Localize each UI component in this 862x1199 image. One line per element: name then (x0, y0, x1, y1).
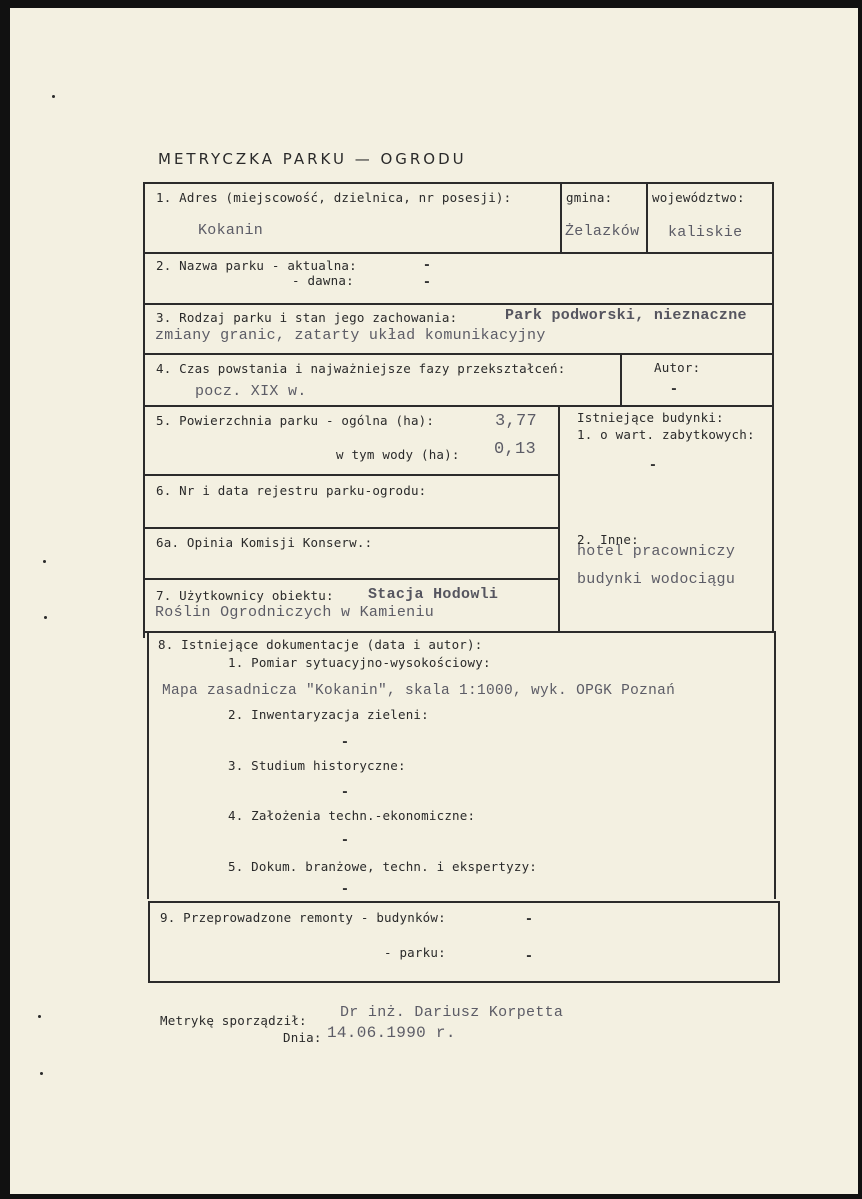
renovations-buildings-value: - (525, 912, 533, 927)
users-value-line2: Roślin Ogrodniczych w Kamieniu (155, 604, 435, 621)
doc-item-value: Mapa zasadnicza "Kokanin", skala 1:1000, wyk. OPGK Poznań (162, 683, 676, 699)
other-buildings-line1: hotel pracowniczy (577, 543, 736, 560)
area-water-label: w tym wody (ha): (336, 447, 460, 462)
doc-item-label: 1. Pomiar sytuacyjno-wysokościowy: (228, 655, 491, 670)
historic-buildings-value: - (649, 458, 657, 473)
scan-speck (52, 95, 55, 98)
table-border (646, 182, 648, 253)
creation-time-value: pocz. XIX w. (195, 383, 307, 400)
compiled-by-label: Metrykę sporządził: (160, 1013, 307, 1028)
table-border (147, 631, 149, 899)
form-title: METRYCZKA PARKU — OGRODU (158, 150, 467, 168)
gmina-label: gmina: (566, 190, 613, 205)
area-total-value: 3,77 (495, 412, 538, 431)
table-border (772, 182, 774, 632)
table-border (143, 578, 559, 580)
park-type-value-line1: Park podworski, nieznaczne (505, 307, 747, 324)
park-name-current-value: - (423, 258, 431, 273)
scan-speck (38, 1015, 41, 1018)
table-border (148, 901, 150, 983)
area-total-label: 5. Powierzchnia parku - ogólna (ha): (156, 413, 435, 428)
compiled-by-value: Dr inż. Dariusz Korpetta (340, 1004, 564, 1021)
buildings-label: Istniejące budynki: (577, 410, 724, 425)
renovations-park-value: - (525, 949, 533, 964)
scan-speck (43, 560, 46, 563)
doc-item-label: 2. Inwentaryzacja zieleni: (228, 707, 429, 722)
table-border (558, 405, 560, 632)
author-value: - (670, 382, 678, 397)
table-border (143, 527, 559, 529)
table-border (143, 182, 145, 638)
area-water-value: 0,13 (494, 440, 537, 459)
doc-item-label: 5. Dokum. branżowe, techn. i ekspertyzy: (228, 859, 538, 874)
park-name-old-label: - dawna: (292, 273, 354, 288)
renovations-park-label: - parku: (384, 945, 446, 960)
historic-buildings-label: 1. o wart. zabytkowych: (577, 427, 755, 442)
gmina-value: Żelazków (565, 223, 640, 240)
address-value: Kokanin (198, 222, 264, 239)
documentation-label: 8. Istniejące dokumentacje (data i autor): (158, 637, 483, 652)
creation-time-label: 4. Czas powstania i najważniejsze fazy przekształceń: (156, 361, 566, 376)
date-label: Dnia: (283, 1030, 322, 1045)
registry-label: 6. Nr i data rejestru parku-ogrodu: (156, 483, 427, 498)
address-label: 1. Adres (miejscowość, dzielnica, nr posesji): (156, 190, 512, 205)
other-buildings-line2: budynki wodociągu (577, 571, 736, 588)
renovations-buildings-label: 9. Przeprowadzone remonty - budynków: (160, 910, 446, 925)
table-border (143, 182, 774, 184)
park-name-current-label: 2. Nazwa parku - aktualna: (156, 258, 357, 273)
table-border (143, 353, 774, 355)
scan-speck (40, 1072, 43, 1075)
voivodeship-value: kaliskie (668, 224, 743, 241)
table-border (774, 631, 776, 899)
table-border (143, 405, 774, 407)
doc-item-label: 3. Studium historyczne: (228, 758, 406, 773)
doc-item-value: - (341, 833, 349, 848)
table-border (148, 901, 780, 903)
conservation-opinion-label: 6a. Opinia Komisji Konserw.: (156, 535, 373, 550)
voivodeship-label: województwo: (652, 190, 745, 205)
table-border (148, 981, 780, 983)
doc-item-value: - (341, 785, 349, 800)
table-border (143, 474, 559, 476)
scan-speck (44, 616, 47, 619)
users-label: 7. Użytkownicy obiektu: (156, 588, 334, 603)
doc-item-label: 4. Założenia techn.-ekonomiczne: (228, 808, 476, 823)
park-type-label: 3. Rodzaj parku i stan jego zachowania: (156, 310, 458, 325)
table-border (143, 303, 774, 305)
park-type-value-line2: zmiany granic, zatarty układ komunikacyjny (155, 327, 546, 344)
author-label: Autor: (654, 360, 701, 375)
other-buildings-label: 2. Inne: (577, 532, 639, 547)
table-border (560, 182, 562, 253)
users-value-line1: Stacja Hodowli (368, 586, 499, 603)
doc-item-value: - (341, 735, 349, 750)
doc-item-value: - (341, 882, 349, 897)
park-name-old-value: - (423, 275, 431, 290)
table-border (620, 353, 622, 405)
table-border (778, 901, 780, 983)
date-value: 14.06.1990 r. (327, 1024, 456, 1042)
table-border (143, 631, 775, 633)
table-border (143, 252, 774, 254)
